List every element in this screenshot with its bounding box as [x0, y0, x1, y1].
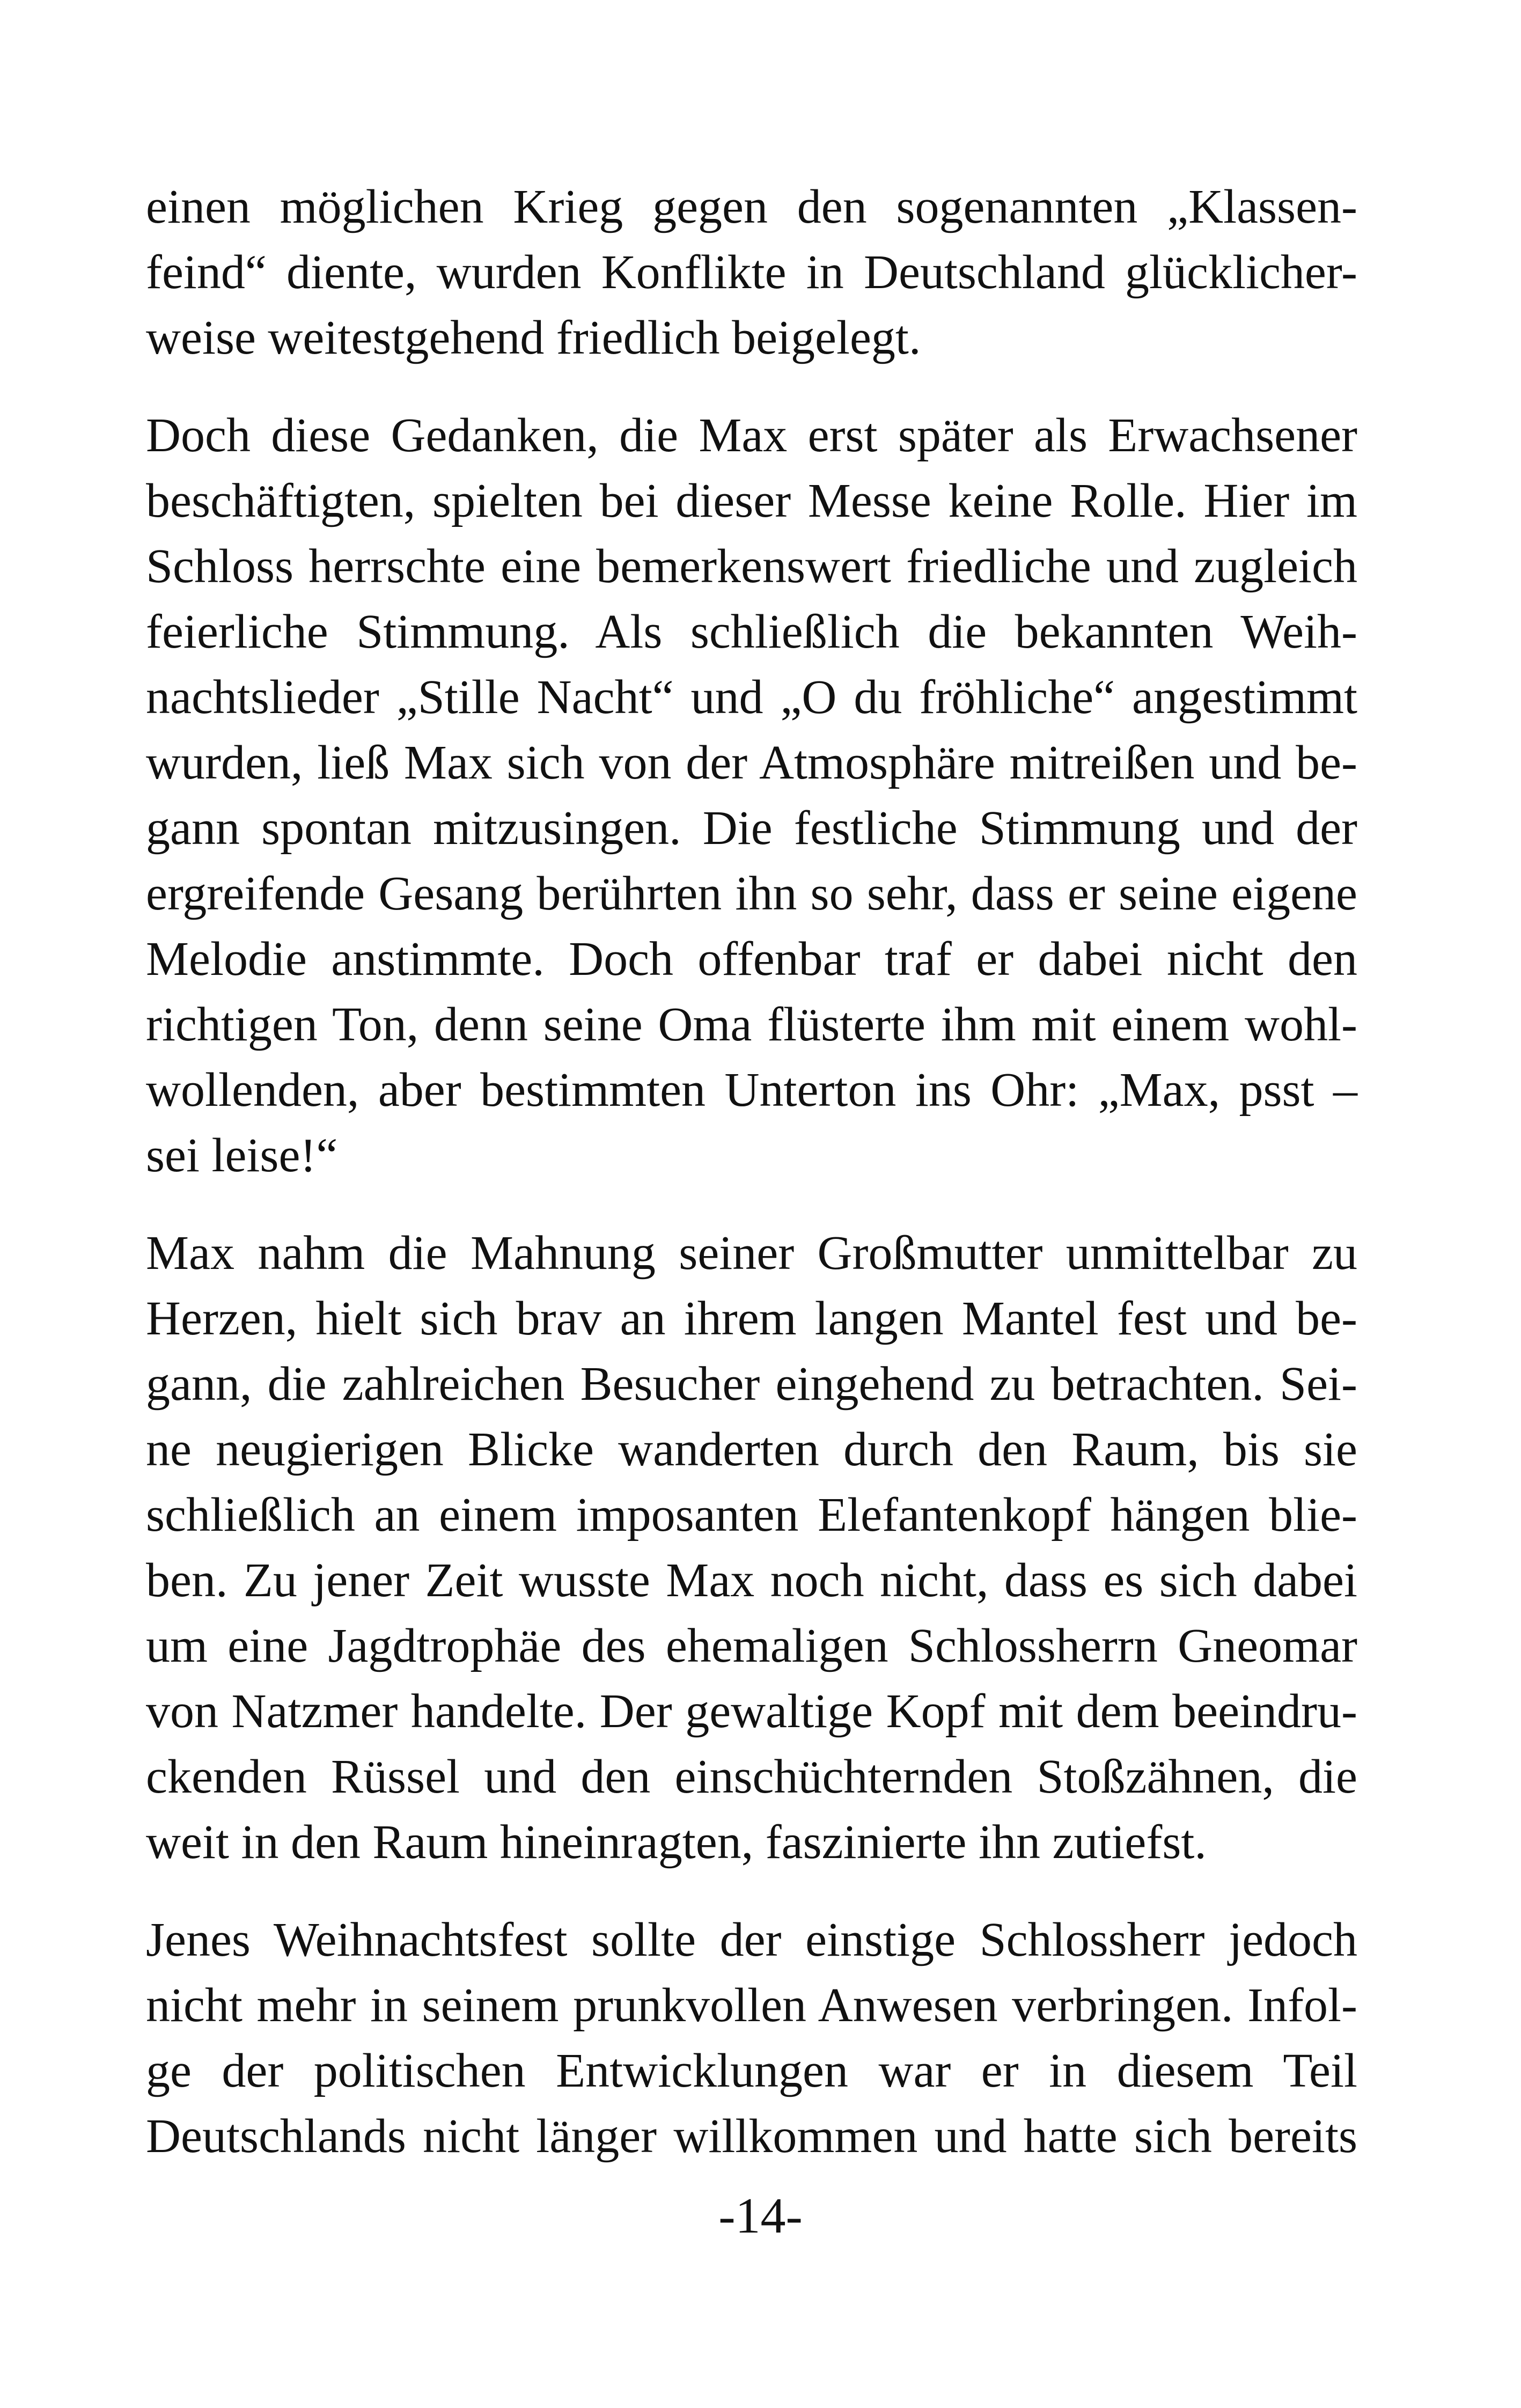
- text-line: feierliche Stimmung. Als schließlich die bekannten Weih-: [146, 605, 1357, 658]
- text-line: sei leise!“: [146, 1129, 338, 1182]
- text-line: Max nahm die Mahnung seiner Großmutter unmittelbar zu: [146, 1227, 1357, 1280]
- text-line: beschäftigten, spielten bei dieser Messe keine Rolle. Hier im: [146, 474, 1357, 527]
- paragraph-2: [146, 403, 1357, 1188]
- text-line: nicht mehr in seinem prunkvollen Anwesen verbringen. Infol-: [146, 1979, 1357, 2032]
- text-line: ckenden Rüssel und den einschüchternden Stoßzähnen, die: [146, 1750, 1357, 1803]
- text-line: einen möglichen Krieg gegen den sogenannten „Klassen-: [146, 180, 1357, 233]
- text-line: wollenden, aber bestimmten Unterton ins Ohr: „Max, psst –: [146, 1063, 1357, 1117]
- text-line: Schloss herrschte eine bemerkenswert friedliche und zugleich: [146, 540, 1357, 593]
- text-line: wurden, ließ Max sich von der Atmosphäre mitreißen und be-: [146, 736, 1357, 789]
- text-line: Jenes Weihnachtsfest sollte der einstige Schlossherr jedoch: [146, 1913, 1357, 1966]
- text-line: ben. Zu jener Zeit wusste Max noch nicht, dass es sich dabei: [146, 1554, 1357, 1607]
- text-line: Doch diese Gedanken, die Max erst später als Erwachsener: [146, 409, 1357, 462]
- text-line: ge der politischen Entwicklungen war er in diesem Teil: [146, 2044, 1357, 2097]
- paragraph-3: [146, 1221, 1357, 1875]
- text-line: gann spontan mitzusingen. Die festliche Stimmung und der: [146, 802, 1357, 855]
- paragraph-gap: [146, 371, 1357, 403]
- text-line: Herzen, hielt sich brav an ihrem langen Mantel fest und be-: [146, 1292, 1357, 1345]
- text-line: weise weitestgehend friedlich beigelegt.: [146, 311, 921, 364]
- text-line: nachtslieder „Stille Nacht“ und „O du fröhliche“ angestimmt: [146, 671, 1357, 724]
- paragraph-gap: [146, 1875, 1357, 1907]
- text-line: feind“ diente, wurden Konflikte in Deutschland glücklicher-: [146, 246, 1357, 299]
- text-line: richtigen Ton, denn seine Oma flüsterte ihm mit einem wohl-: [146, 998, 1357, 1051]
- text-line: um eine Jagdtrophäe des ehemaligen Schlossherrn Gneomar: [146, 1619, 1357, 1672]
- page-number: -14-: [718, 2188, 803, 2244]
- body-text: [146, 174, 1357, 2169]
- paragraph-gap: [146, 1188, 1357, 1221]
- text-line: ergreifende Gesang berührten ihn so sehr, dass er seine eigene: [146, 867, 1357, 920]
- text-line: weit in den Raum hineinragten, faszinierte ihn zutiefst.: [146, 1816, 1207, 1869]
- paragraph-4: [146, 1907, 1357, 2169]
- text-line: ne neugierigen Blicke wanderten durch den Raum, bis sie: [146, 1423, 1357, 1476]
- text-line: gann, die zahlreichen Besucher eingehend zu betrachten. Sei-: [146, 1357, 1357, 1411]
- text-line: Melodie anstimmte. Doch offenbar traf er dabei nicht den: [146, 933, 1357, 986]
- text-line: schließlich an einem imposanten Elefantenkopf hängen blie-: [146, 1488, 1357, 1541]
- text-line: Deutschlands nicht länger willkommen und hatte sich bereits: [146, 2110, 1357, 2163]
- text-line: von Natzmer handelte. Der gewaltige Kopf mit dem beeindru-: [146, 1685, 1357, 1738]
- paragraph-1: [146, 174, 1357, 371]
